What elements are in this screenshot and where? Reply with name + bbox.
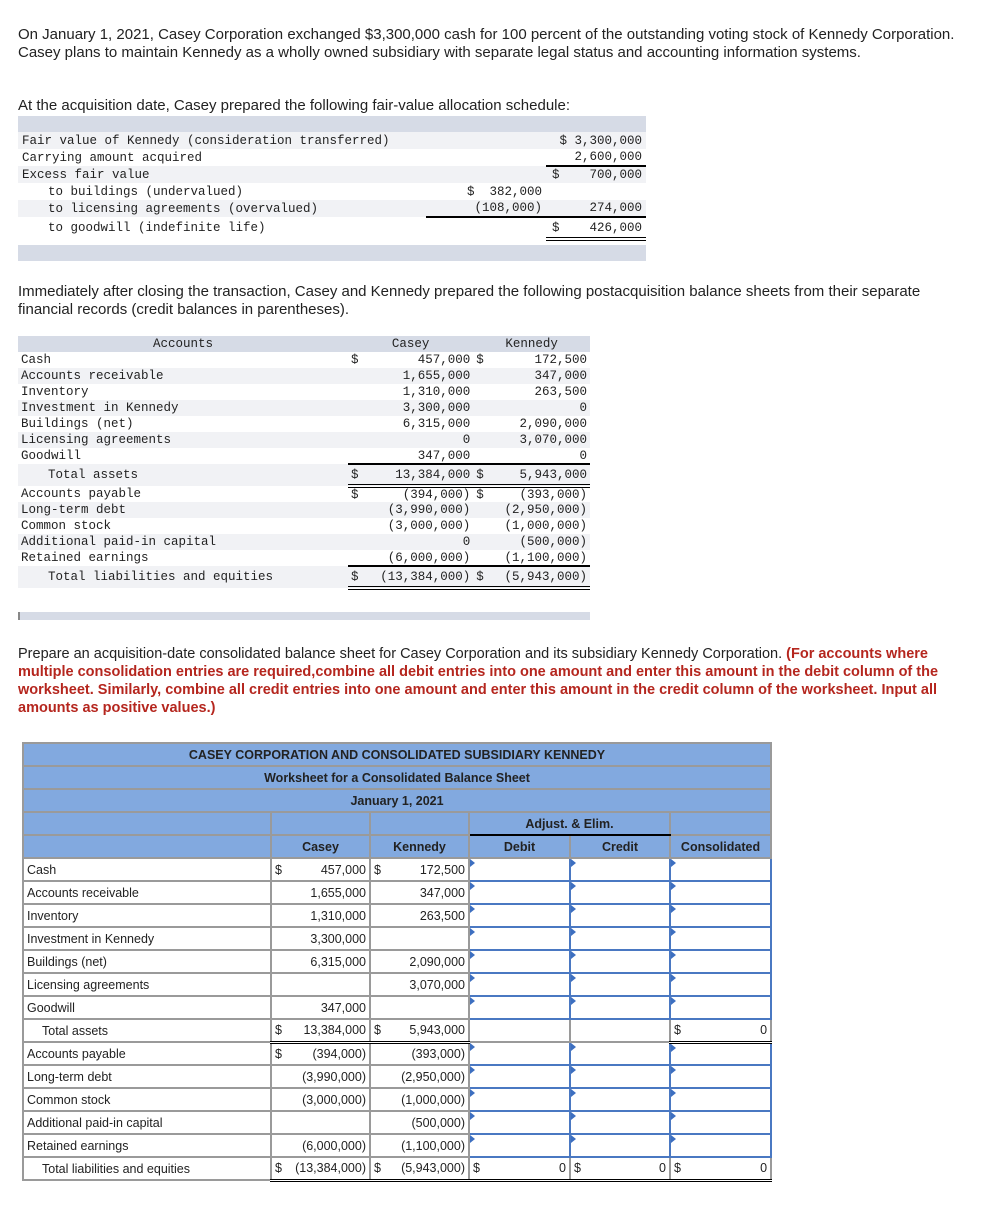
bs-account: Inventory — [21, 385, 89, 399]
worksheet-row — [23, 1134, 771, 1157]
casey-amount — [271, 1111, 370, 1134]
dollar-sign: $ — [674, 1161, 681, 1176]
dollar-sign: $ — [674, 1023, 681, 1038]
kennedy-amount-value: 3,070,000 — [409, 977, 465, 992]
bs-account: Cash — [21, 353, 52, 367]
bs-row — [18, 534, 590, 550]
kennedy-amount-value: (1,000,000) — [401, 1092, 465, 1107]
col-credit: Credit — [570, 835, 670, 858]
casey-amount-value: 1,310,000 — [310, 908, 366, 923]
casey-amount — [271, 996, 370, 1019]
bs-casey-amount: 457,000 — [417, 353, 471, 367]
credit-total-empty — [570, 1019, 670, 1042]
bs-kennedy-amount: (5,943,000) — [489, 566, 590, 588]
kennedy-amount-value: 263,500 — [419, 908, 465, 923]
casey-amount-value: (3,990,000) — [302, 1069, 366, 1084]
bs-kennedy-dollar — [473, 384, 488, 400]
schedule-mid-amount: $ 382,000 — [466, 184, 542, 199]
bs-kennedy-dollar: $ — [476, 353, 484, 367]
schedule-mid-amount: (108,000) — [426, 200, 546, 217]
fair-value-schedule — [18, 116, 646, 261]
debit-total-empty — [469, 1019, 570, 1042]
bs-kennedy-amount: (1,000,000) — [504, 519, 587, 533]
bs-kennedy-dollar — [473, 416, 488, 432]
worksheet-row — [23, 1157, 771, 1180]
worksheet-account: Long-term debt — [23, 1065, 271, 1088]
bs-casey-dollar — [348, 534, 363, 550]
kennedy-amount — [370, 904, 469, 927]
bs-kennedy-dollar — [473, 534, 488, 550]
dollar-sign: $ — [275, 862, 282, 877]
kennedy-amount — [370, 881, 469, 904]
schedule-label: Carrying amount acquired — [22, 150, 203, 165]
schedule-amount: $ 700,000 — [546, 166, 646, 183]
casey-amount — [271, 904, 370, 927]
col-debit: Debit — [469, 835, 570, 858]
schedule-mid-amount — [426, 217, 546, 239]
kennedy-amount — [370, 927, 469, 950]
worksheet-row — [23, 1065, 771, 1088]
consolidated-input[interactable] — [670, 858, 771, 881]
schedule-row — [18, 132, 646, 149]
bs-account: Goodwill — [21, 449, 82, 463]
bs-account: Long-term debt — [18, 502, 348, 518]
bs-casey-dollar — [348, 432, 363, 448]
worksheet-row — [23, 950, 771, 973]
bs-casey-amount: 0 — [363, 534, 473, 550]
consolidated-input[interactable] — [670, 1065, 771, 1088]
consolidated-input[interactable] — [670, 950, 771, 973]
bs-casey-dollar — [348, 400, 363, 416]
credit-input[interactable] — [570, 927, 670, 950]
bs-header-kennedy: Kennedy — [473, 336, 590, 352]
kennedy-amount — [370, 950, 469, 973]
kennedy-amount-value: (393,000) — [411, 1046, 465, 1061]
debit-input[interactable] — [469, 973, 570, 996]
bs-header — [18, 336, 590, 352]
bs-account: Buildings (net) — [21, 417, 134, 431]
bs-kennedy-amount: (2,950,000) — [489, 502, 590, 518]
kennedy-amount — [370, 858, 469, 881]
bs-casey-dollar — [348, 518, 363, 534]
worksheet-account: Inventory — [23, 904, 271, 927]
worksheet-row — [23, 973, 771, 996]
kennedy-amount-value: (500,000) — [411, 1115, 465, 1130]
debit-input[interactable] — [469, 1088, 570, 1111]
schedule-amount: $ 426,000 — [546, 217, 646, 239]
dollar-sign: $ — [374, 1161, 381, 1176]
credit-input[interactable] — [570, 858, 670, 881]
schedule-amount: 274,000 — [546, 200, 646, 217]
casey-amount — [271, 858, 370, 881]
bs-row — [18, 464, 590, 486]
bs-casey-dollar: $ — [348, 566, 363, 588]
kennedy-amount — [370, 1019, 469, 1042]
dollar-sign: $ — [473, 1161, 480, 1176]
bs-kennedy-amount: 0 — [489, 400, 590, 416]
worksheet-account: Common stock — [23, 1088, 271, 1111]
credit-input[interactable] — [570, 996, 670, 1019]
bs-kennedy-amount: 3,070,000 — [489, 432, 590, 448]
instructions-text: Prepare an acquisition-date consolidated balance sheet for Casey Corporation and its subsidiary Kennedy Corporation. — [18, 646, 783, 662]
worksheet-row — [23, 996, 771, 1019]
casey-amount-value: (6,000,000) — [302, 1138, 366, 1153]
consolidated-total — [670, 1157, 771, 1180]
consolidated-total — [670, 1019, 771, 1042]
schedule-mid-amount — [426, 132, 546, 149]
debit-total — [469, 1157, 570, 1180]
bs-row — [18, 566, 590, 588]
bs-header-casey: Casey — [348, 336, 473, 352]
kennedy-amount-value: (2,950,000) — [401, 1069, 465, 1084]
kennedy-amount-value: (1,100,000) — [401, 1138, 465, 1153]
worksheet-date: January 1, 2021 — [23, 789, 771, 812]
bs-row — [18, 448, 590, 464]
worksheet-row — [23, 927, 771, 950]
schedule-amount: $ 3,300,000 — [546, 132, 646, 149]
balance-sheet-intro: Immediately after closing the transaction, Casey and Kennedy prepared the following postacquisition balance sheets from their separate financial records (credit balances in parentheses). — [18, 283, 921, 318]
bs-casey-dollar — [348, 550, 363, 566]
kennedy-amount — [370, 1111, 469, 1134]
schedule-row — [18, 166, 646, 183]
worksheet-row — [23, 904, 771, 927]
bs-casey-amount: 1,655,000 — [363, 368, 473, 384]
casey-amount — [271, 950, 370, 973]
dollar-sign: $ — [574, 1161, 581, 1176]
worksheet-account: Accounts payable — [23, 1042, 271, 1065]
worksheet-row — [23, 881, 771, 904]
credit-input[interactable] — [570, 1088, 670, 1111]
adjust-elim-header: Adjust. & Elim. — [469, 812, 670, 835]
bs-account: Investment in Kennedy — [18, 400, 348, 416]
debit-input[interactable] — [469, 1042, 570, 1065]
worksheet-account: Buildings (net) — [23, 950, 271, 973]
consolidated-input[interactable] — [670, 1088, 771, 1111]
schedule-label: Excess fair value — [18, 166, 426, 183]
debit-input[interactable] — [469, 927, 570, 950]
bs-kennedy-amount: (1,100,000) — [489, 550, 590, 566]
table-scroll-bar[interactable] — [18, 612, 590, 620]
bs-kennedy-dollar — [473, 518, 488, 534]
col-kennedy: Kennedy — [370, 835, 469, 858]
bs-account: Accounts receivable — [18, 368, 348, 384]
bs-account: Additional paid-in capital — [18, 534, 348, 550]
bs-casey-amount: (13,384,000) — [363, 566, 473, 588]
bs-casey-amount: (6,000,000) — [363, 550, 473, 566]
bs-account: Common stock — [21, 519, 112, 533]
casey-amount-value: (394,000) — [312, 1046, 366, 1061]
bs-account: Total assets — [18, 464, 348, 486]
bs-kennedy-amount: 172,500 — [534, 353, 587, 367]
bs-kennedy-dollar — [473, 550, 488, 566]
schedule-intro: At the acquisition date, Casey prepared the following fair-value allocation schedule: — [18, 97, 570, 114]
kennedy-amount-value: (5,943,000) — [401, 1161, 465, 1176]
dollar-sign: $ — [275, 1023, 282, 1038]
consolidated-input[interactable] — [670, 904, 771, 927]
worksheet-account: Licensing agreements — [23, 973, 271, 996]
bs-row — [18, 400, 590, 416]
bs-kennedy-amount: (500,000) — [489, 534, 590, 550]
bs-row — [18, 518, 590, 534]
credit-input[interactable] — [570, 904, 670, 927]
bs-row — [18, 550, 590, 566]
casey-amount — [271, 1065, 370, 1088]
credit-input[interactable] — [570, 950, 670, 973]
bs-account: Licensing agreements — [18, 432, 348, 448]
schedule-row — [18, 217, 646, 239]
schedule-label: Fair value of Kennedy (consideration transferred) — [18, 132, 426, 149]
casey-amount-value: 347,000 — [320, 1000, 366, 1015]
kennedy-amount-value: 2,090,000 — [409, 954, 465, 969]
consolidated-total-value: 0 — [760, 1161, 768, 1176]
casey-amount-value: 1,655,000 — [310, 885, 366, 900]
casey-amount — [271, 1157, 370, 1180]
dollar-sign: $ — [275, 1046, 282, 1061]
bs-row — [18, 368, 590, 384]
worksheet-account: Total liabilities and equities — [23, 1157, 271, 1180]
bs-casey-dollar — [348, 368, 363, 384]
bs-casey-amount: 13,384,000 — [363, 464, 473, 486]
bs-kennedy-dollar — [473, 432, 488, 448]
bs-casey-amount: 347,000 — [363, 448, 473, 464]
dollar-sign: $ — [374, 862, 381, 877]
credit-total-value: 0 — [659, 1161, 666, 1176]
kennedy-amount — [370, 996, 469, 1019]
consolidation-worksheet — [22, 742, 772, 1182]
worksheet-row — [23, 858, 771, 881]
bs-casey-amount: 6,315,000 — [402, 417, 471, 431]
kennedy-amount — [370, 973, 469, 996]
schedule-amount — [546, 183, 646, 200]
worksheet-account: Investment in Kennedy — [23, 927, 271, 950]
casey-amount — [271, 1042, 370, 1065]
kennedy-amount — [370, 1042, 469, 1065]
kennedy-amount-value: 347,000 — [419, 885, 465, 900]
bs-casey-dollar: $ — [351, 353, 359, 367]
casey-amount-value: 457,000 — [320, 862, 366, 877]
debit-input[interactable] — [469, 1134, 570, 1157]
casey-amount — [271, 973, 370, 996]
worksheet-account: Additional paid-in capital — [23, 1111, 271, 1134]
schedule-label: to buildings (undervalued) — [48, 184, 244, 199]
casey-amount — [271, 927, 370, 950]
schedule-mid-amount — [426, 166, 546, 183]
credit-input[interactable] — [570, 1111, 670, 1134]
consolidated-input[interactable] — [670, 973, 771, 996]
debit-input[interactable] — [469, 904, 570, 927]
band — [18, 116, 646, 132]
casey-amount — [271, 1019, 370, 1042]
bs-account: Total liabilities and equities — [18, 566, 348, 588]
bs-kennedy-amount: 2,090,000 — [519, 417, 587, 431]
dollar-sign: $ — [374, 1023, 381, 1038]
debit-input[interactable] — [469, 881, 570, 904]
bs-row — [18, 502, 590, 518]
kennedy-amount — [370, 1157, 469, 1180]
worksheet-account: Cash — [23, 858, 271, 881]
postacquisition-balance-sheets — [18, 336, 590, 590]
worksheet-title: CASEY CORPORATION AND CONSOLIDATED SUBSIDIARY KENNEDY — [23, 743, 771, 766]
bs-kennedy-amount: 5,943,000 — [489, 464, 590, 486]
debit-input[interactable] — [469, 950, 570, 973]
schedule-row — [18, 183, 646, 200]
bs-casey-dollar: $ — [348, 464, 363, 486]
instructions — [18, 645, 968, 717]
bs-casey-amount: (394,000) — [402, 488, 471, 502]
bs-row — [18, 416, 590, 432]
bs-kennedy-dollar — [473, 502, 488, 518]
bs-casey-dollar — [348, 384, 363, 400]
bs-row — [18, 432, 590, 448]
consolidated-input[interactable] — [670, 1134, 771, 1157]
consolidated-total-value: 0 — [760, 1023, 768, 1038]
band — [18, 245, 646, 261]
schedule-mid-amount — [426, 149, 546, 166]
consolidated-input[interactable] — [670, 881, 771, 904]
casey-amount-value: (13,384,000) — [295, 1161, 366, 1176]
worksheet-row — [23, 1019, 771, 1042]
worksheet-account: Retained earnings — [23, 1134, 271, 1157]
worksheet-row — [23, 1042, 771, 1065]
bs-kennedy-dollar: $ — [476, 488, 484, 502]
casey-amount — [271, 1134, 370, 1157]
bs-kennedy-dollar — [473, 448, 488, 464]
kennedy-amount-value: 172,500 — [419, 862, 465, 877]
schedule-row — [18, 149, 646, 166]
bs-row — [18, 352, 590, 368]
debit-input[interactable] — [469, 1065, 570, 1088]
kennedy-amount — [370, 1065, 469, 1088]
credit-total — [570, 1157, 670, 1180]
debit-input[interactable] — [469, 996, 570, 1019]
schedule-amount: 2,600,000 — [546, 149, 646, 166]
worksheet-account: Total assets — [23, 1019, 271, 1042]
schedule-row — [18, 200, 646, 217]
casey-amount-value: (3,000,000) — [302, 1092, 366, 1107]
bs-casey-amount: (3,000,000) — [387, 519, 471, 533]
kennedy-amount — [370, 1088, 469, 1111]
intro-text: On January 1, 2021, Casey Corporation exchanged $3,300,000 cash for 100 percent of the outstanding voting stock of Kennedy Corporation. Casey plans to maintain Kennedy as a wholly owned subsidiary with separate legal status and accounting information systems. — [18, 26, 955, 61]
kennedy-amount-value: 5,943,000 — [409, 1023, 465, 1038]
debit-input[interactable] — [469, 858, 570, 881]
casey-amount-value: 3,300,000 — [310, 931, 366, 946]
bs-row — [18, 384, 590, 400]
bs-kennedy-dollar: $ — [473, 566, 488, 588]
bs-casey-dollar — [348, 502, 363, 518]
credit-input[interactable] — [570, 1134, 670, 1157]
worksheet-row — [23, 1088, 771, 1111]
worksheet-account: Accounts receivable — [23, 881, 271, 904]
bs-account: Accounts payable — [21, 487, 142, 501]
casey-amount-value: 6,315,000 — [310, 954, 366, 969]
bs-kennedy-amount: (393,000) — [519, 488, 587, 502]
bs-row — [18, 486, 590, 502]
credit-input[interactable] — [570, 1042, 670, 1065]
credit-input[interactable] — [570, 1065, 670, 1088]
worksheet-subtitle: Worksheet for a Consolidated Balance Sheet — [23, 766, 771, 789]
bs-kennedy-amount: 0 — [489, 448, 590, 464]
bs-kennedy-amount: 263,500 — [534, 385, 587, 399]
consolidated-input[interactable] — [670, 1111, 771, 1134]
kennedy-amount — [370, 1134, 469, 1157]
casey-amount — [271, 881, 370, 904]
bs-casey-amount: 3,300,000 — [363, 400, 473, 416]
credit-input[interactable] — [570, 973, 670, 996]
casey-amount-value: 13,384,000 — [303, 1023, 366, 1038]
consolidated-input[interactable] — [670, 1042, 771, 1065]
schedule-label: to licensing agreements (overvalued) — [18, 200, 426, 217]
casey-amount — [271, 1088, 370, 1111]
dollar-sign: $ — [275, 1161, 282, 1176]
bs-kennedy-dollar — [473, 368, 488, 384]
col-consolidated: Consolidated — [670, 835, 771, 858]
bs-casey-dollar: $ — [351, 488, 359, 502]
bs-kennedy-dollar — [473, 400, 488, 416]
bs-kennedy-amount: 347,000 — [489, 368, 590, 384]
consolidated-input[interactable] — [670, 927, 771, 950]
debit-total-value: 0 — [559, 1161, 566, 1176]
debit-input[interactable] — [469, 1111, 570, 1134]
instructions-note: (For accounts where multiple consolidation entries are required,combine all debit entries into one amount and enter this amount in the debit column of the worksheet. Similarly, combine all credit entries into one amount and enter this amount in the credit column of the worksheet. Input all amounts as positive values.) — [18, 646, 939, 716]
col-casey: Casey — [271, 835, 370, 858]
bs-casey-amount: (3,990,000) — [363, 502, 473, 518]
worksheet-account: Goodwill — [23, 996, 271, 1019]
bs-casey-dollar — [348, 416, 363, 432]
schedule-label: to goodwill (indefinite life) — [48, 221, 266, 235]
bs-header-accounts: Accounts — [18, 336, 348, 352]
bs-casey-dollar — [348, 448, 363, 464]
bs-account: Retained earnings — [21, 551, 149, 565]
worksheet-row — [23, 1111, 771, 1134]
bs-casey-amount: 1,310,000 — [402, 385, 471, 399]
bs-kennedy-dollar: $ — [473, 464, 488, 486]
bs-casey-amount: 0 — [363, 432, 473, 448]
consolidated-input[interactable] — [670, 996, 771, 1019]
credit-input[interactable] — [570, 881, 670, 904]
